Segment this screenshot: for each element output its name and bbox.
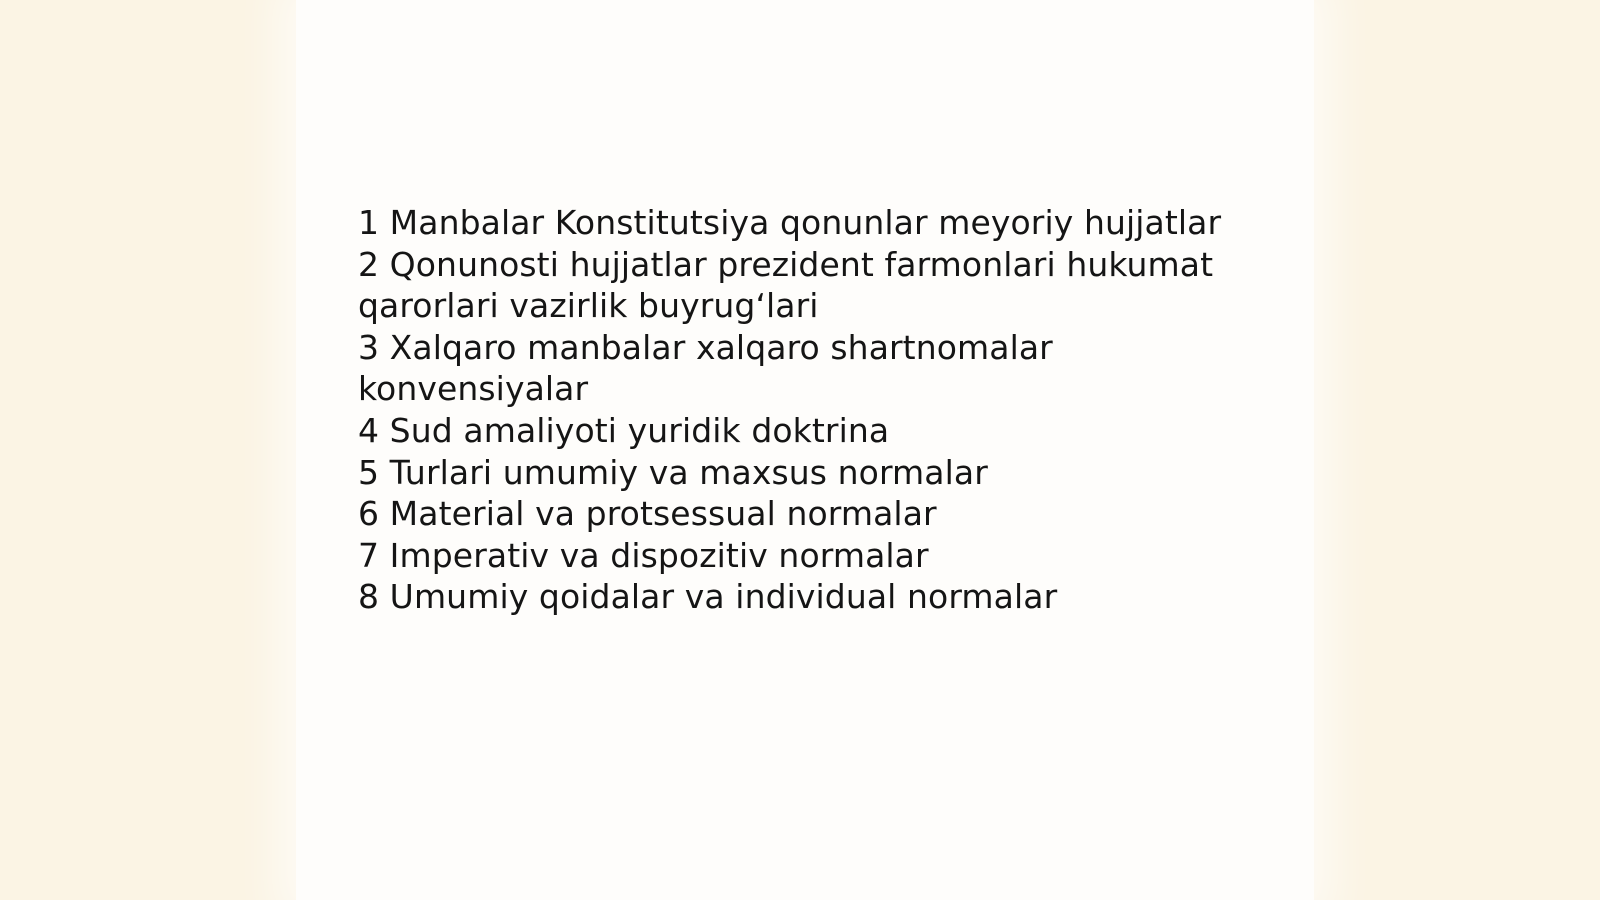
slide xyxy=(296,0,1314,900)
text-line-4: 4 Sud amaliyoti yuridik doktrina xyxy=(358,410,890,450)
text-line-8: 8 Umumiy qoidalar va individual normalar xyxy=(358,577,1058,617)
text-line-2-continued: qarorlari vazirlik buyrug‘lari xyxy=(358,286,819,326)
slide-text-body xyxy=(358,202,1238,618)
text-line-3: 3 Xalqaro manbalar xalqaro shartnomalar xyxy=(358,327,1053,367)
text-line-7: 7 Imperativ va dispozitiv normalar xyxy=(358,535,929,575)
text-line-3-continued: konvensiyalar xyxy=(358,369,589,409)
text-line-2: 2 Qonunosti hujjatlar prezident farmonlari hukumat xyxy=(358,244,1214,284)
text-line-5: 5 Turlari umumiy va maxsus normalar xyxy=(358,452,988,492)
text-line-6: 6 Material va protsessual normalar xyxy=(358,494,937,534)
text-line-1: 1 Manbalar Konstitutsiya qonunlar meyoriy hujjatlar xyxy=(358,203,1222,242)
